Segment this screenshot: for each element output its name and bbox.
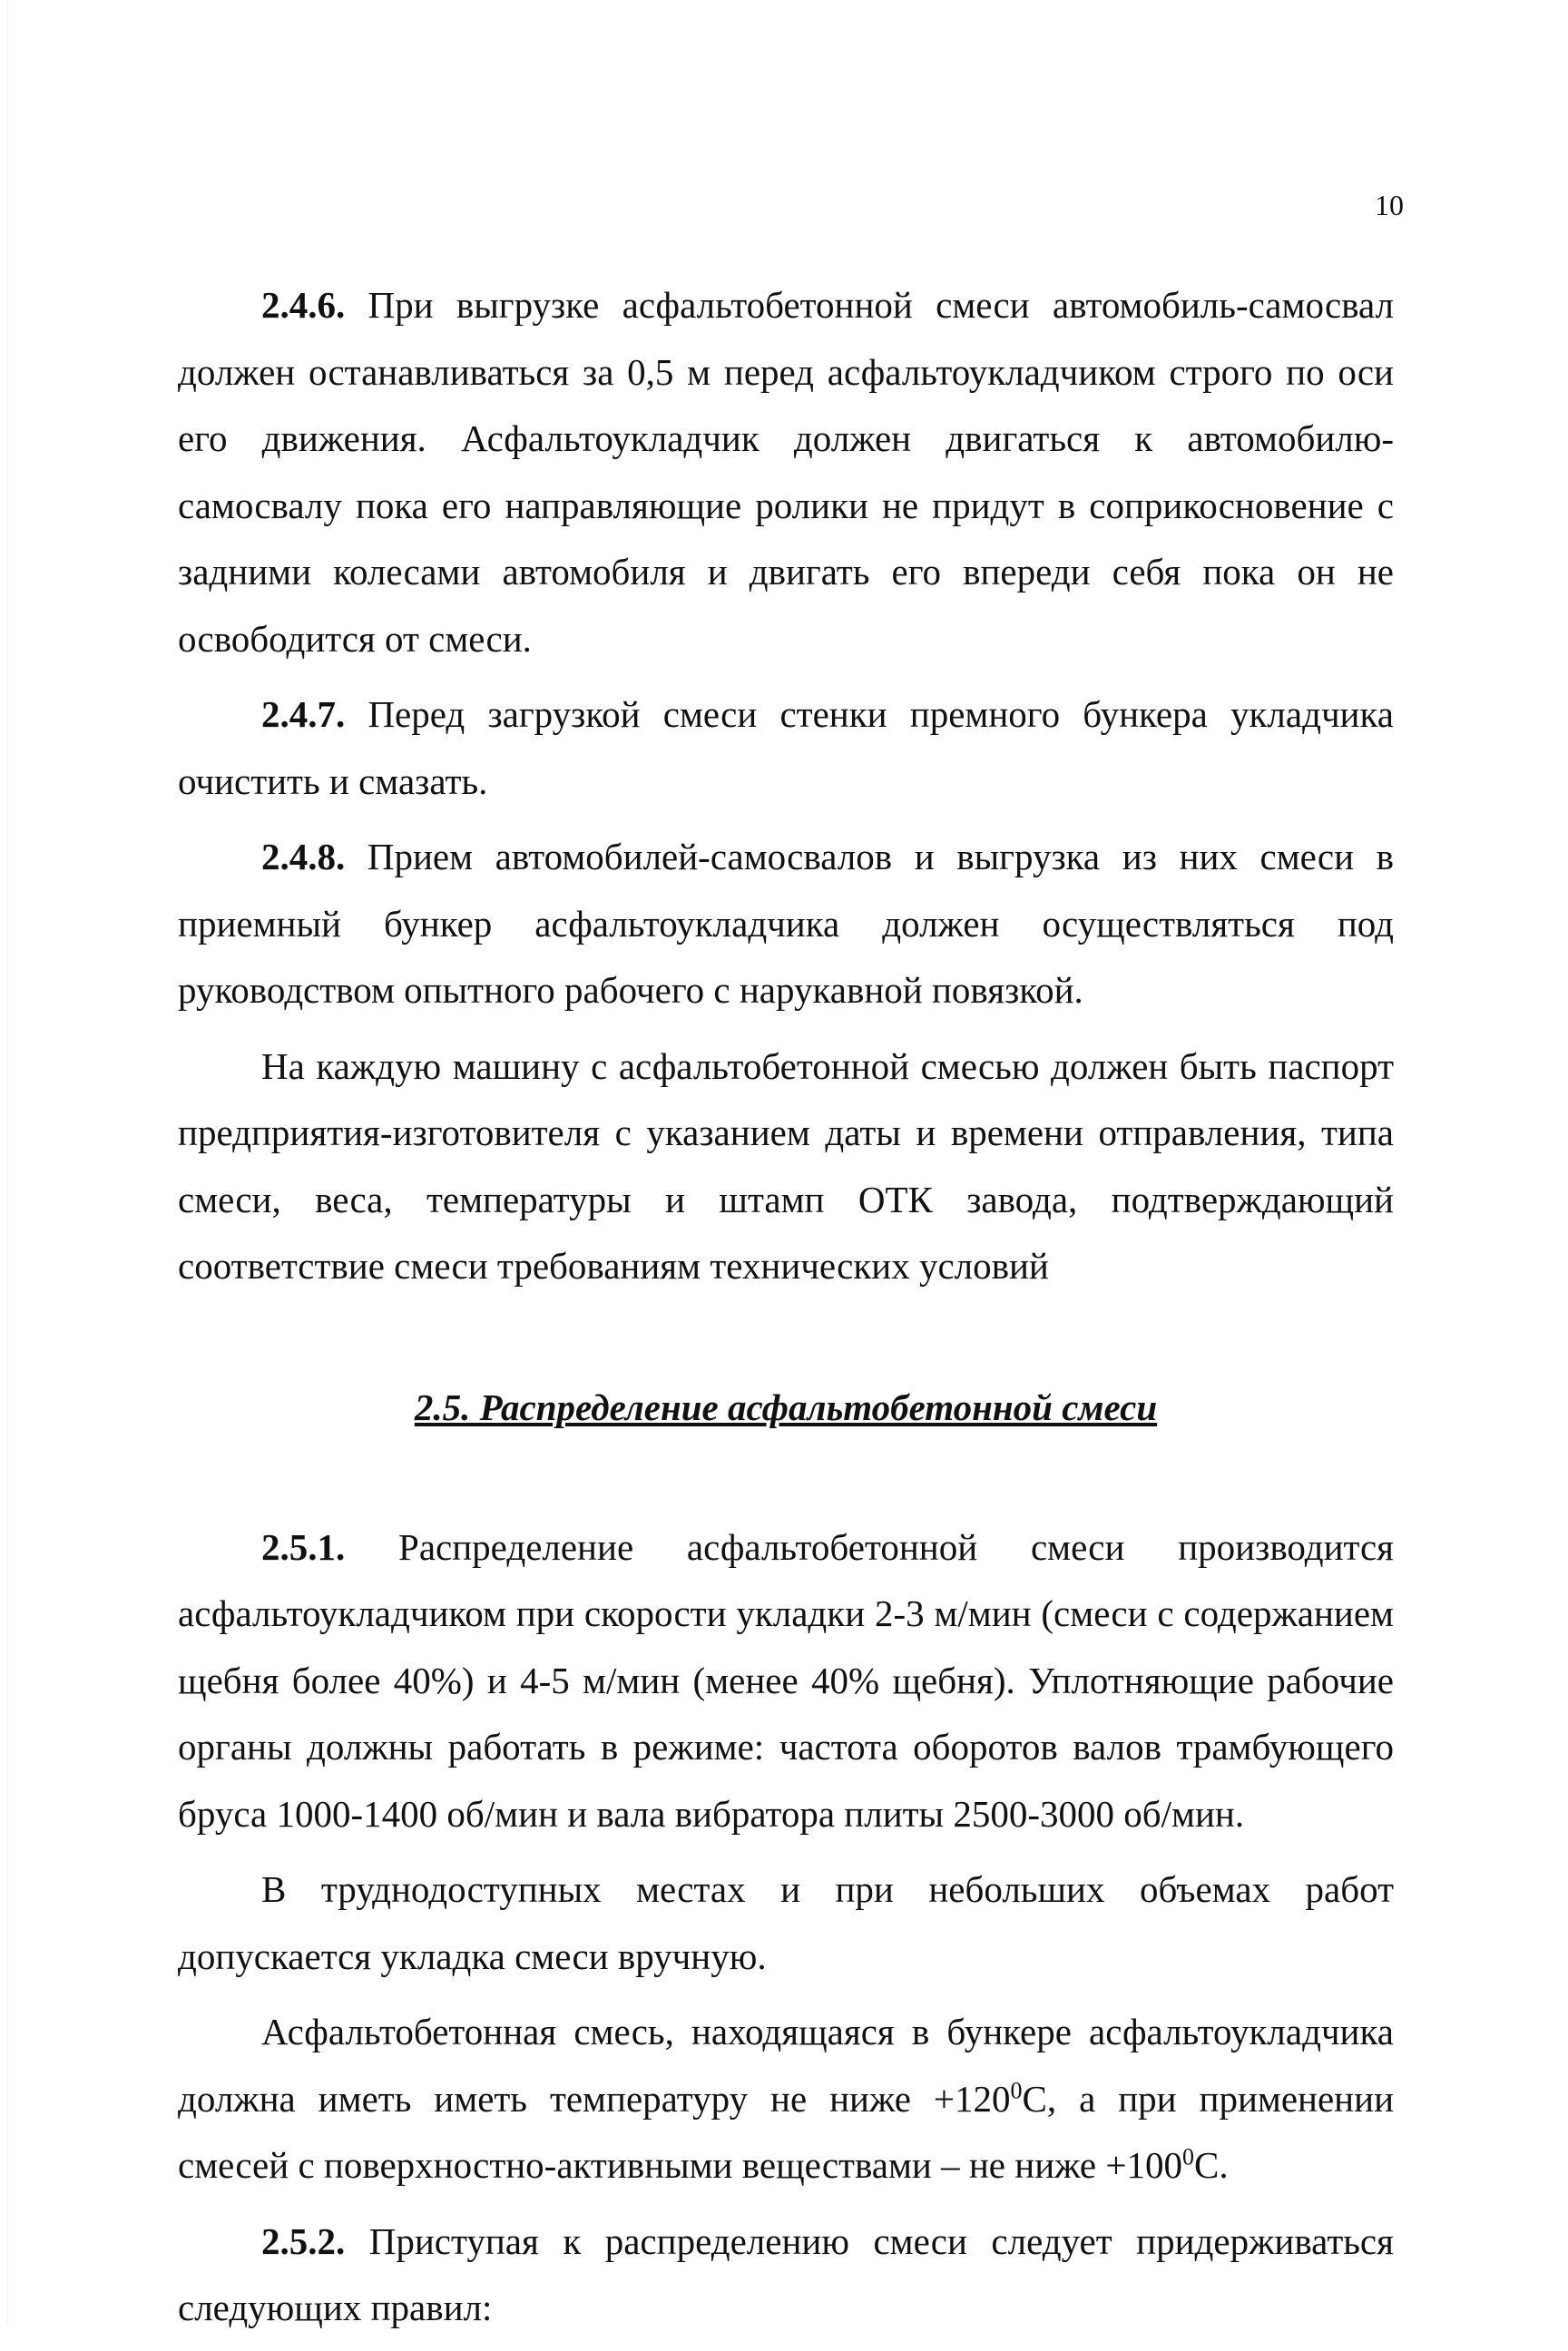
section-heading: 2.5. Распределение асфальтобетонной смеси	[414, 1386, 1158, 1428]
paragraph-manual-laying	[178, 1856, 1394, 1990]
paragraph-text: На каждую машину с асфальтобетонной смесью должен быть паспорт предприятия-изготовителя с указанием даты и времени отправления, типа смеси, веса, температуры и штамп ОТК завода, подтверждающий соответствие смеси требованиям технических условий	[178, 1044, 1394, 1287]
clause-number: 2.4.8.	[261, 836, 346, 877]
page-number: 10	[1375, 189, 1404, 221]
paragraph-text: Распределение асфальтобетонной смеси производится асфальтоукладчиком при скорости укладки 2-3 м/мин (смеси с содержанием щебня более 40%) и 4-5 м/мин (менее 40% щебня). Уплотняющие рабочие органы должны работать в режиме: частота оборотов валов трамбующего бруса 1000-1400 об/мин и вала вибратора плиты 2500-3000 об/мин.	[178, 1525, 1394, 1835]
paragraph-2-4-6	[178, 272, 1394, 672]
clause-number: 2.4.6.	[261, 284, 346, 326]
paragraph-2-4-8	[178, 824, 1394, 1024]
document-body	[178, 272, 1394, 2351]
paragraph-temperature	[178, 1999, 1394, 2199]
paragraph-2-5-1	[178, 1514, 1394, 1848]
clause-number: 2.4.7.	[261, 693, 346, 735]
paragraph-text: При выгрузке асфальтобетонной смеси автомобиль-самосвал должен останавливаться за 0,5 м перед асфальтоукладчиком строго по оси его движения. Асфальтоукладчик должен двигаться к автомобилю-самосвалу пока его направляющие ролики не придут в соприкосновение с задними колесами автомобиля и двигать его впереди себя пока он не освободится от смеси.	[178, 284, 1394, 660]
clause-number: 2.5.2.	[261, 2219, 346, 2262]
paragraph-passport	[178, 1033, 1394, 1300]
degree-superscript: 0	[1182, 2143, 1194, 2170]
temperature-text-3: С.	[1194, 2144, 1229, 2186]
scan-margin-line	[7, 0, 8, 2324]
paragraph-text: Приступая к распределению смеси следует придерживаться следующих правил:	[178, 2219, 1394, 2328]
paragraph-text: В труднодоступных местах и при небольших объемах работ допускается укладка смеси вручную.	[178, 1868, 1394, 1977]
temperature-text-2: С, а при применении смесей с поверхностно-активными веществами – не ниже +100	[178, 2077, 1395, 2186]
degree-superscript: 0	[1010, 2076, 1023, 2103]
clause-number: 2.5.1.	[261, 1525, 346, 1568]
paragraph-2-5-2	[178, 2209, 1394, 2342]
temperature-text-1: Асфальтобетонная смесь, находящаяся в бункере асфальтоукладчика должна иметь иметь температуру не ниже +120	[178, 2011, 1394, 2120]
paragraph-text: Прием автомобилей-самосвалов и выгрузка из них смеси в приемный бункер асфальтоукладчика должен осуществляться под руководством опытного рабочего с нарукавной повязкой.	[178, 836, 1394, 1011]
paragraph-2-4-7	[178, 681, 1394, 815]
paragraph-text: Перед загрузкой смеси стенки премного бункера укладчика очистить и смазать.	[178, 693, 1394, 802]
